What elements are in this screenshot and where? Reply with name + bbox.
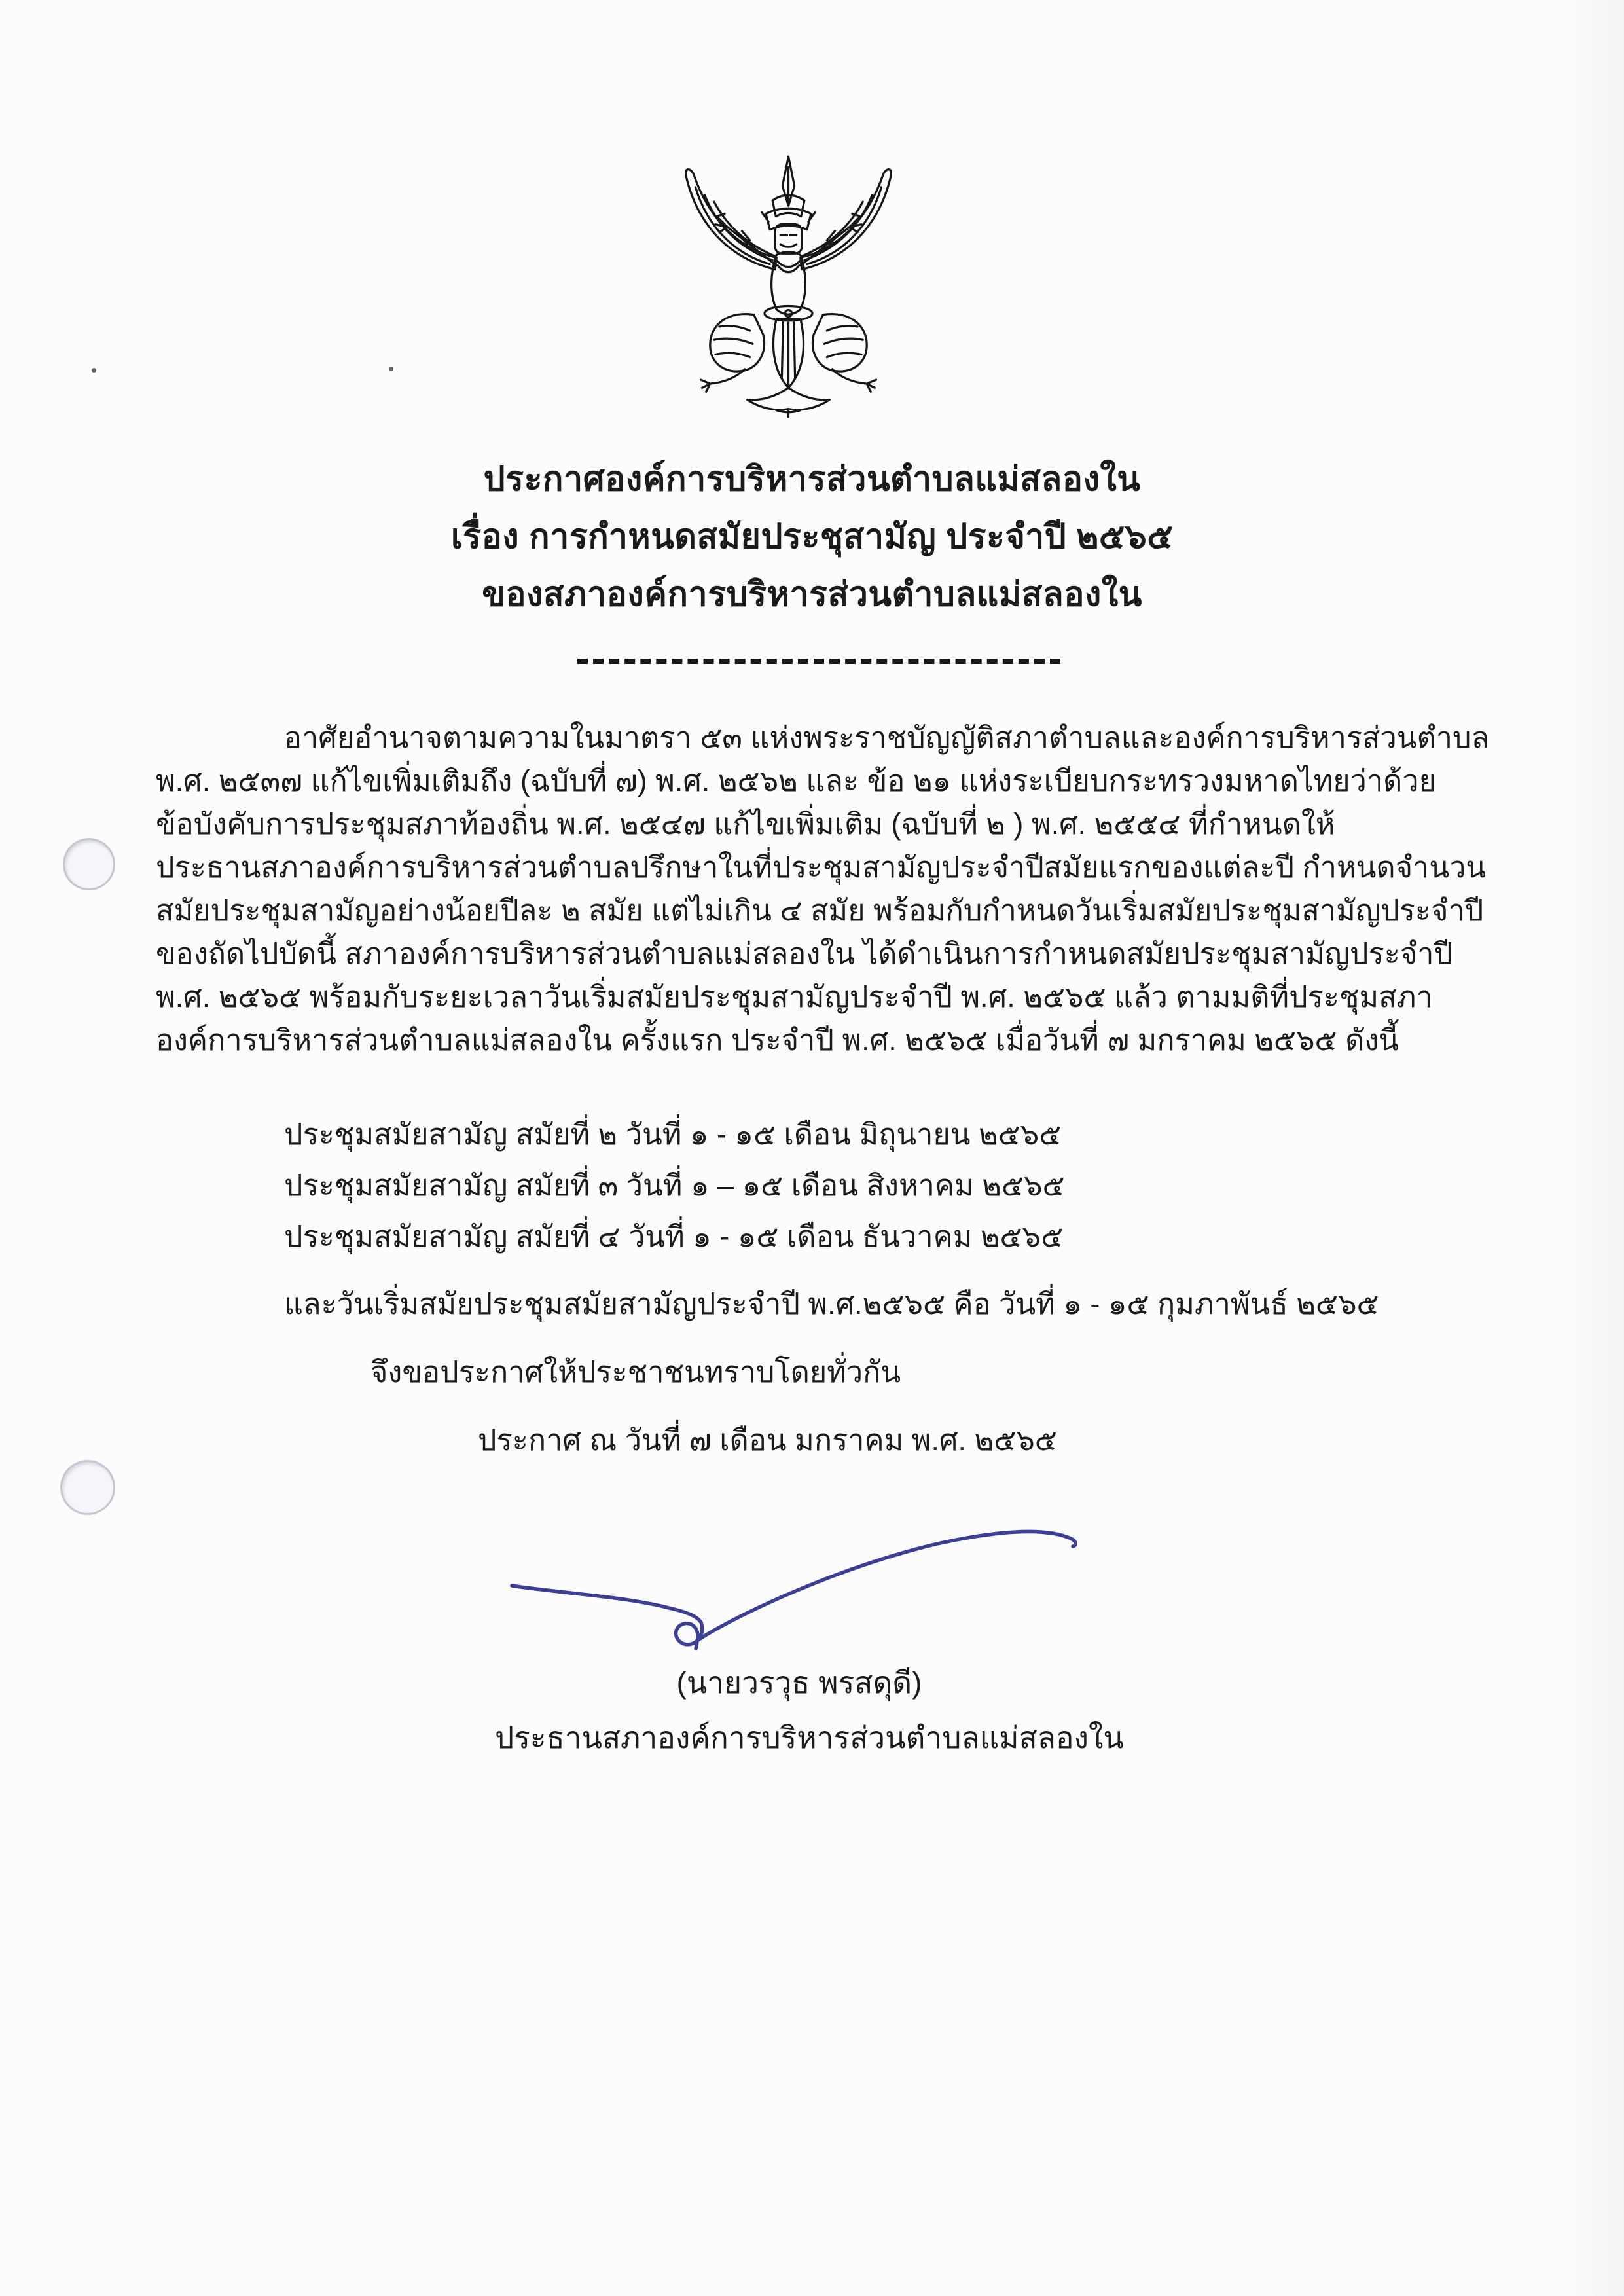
scan-speck (92, 368, 96, 373)
session-item: ประชุมสมัยสามัญ สมัยที่ ๔ วันที่ ๑ - ๑๕ เดือน ธันวาคม ๒๕๖๕ (284, 1220, 1064, 1253)
title-org-line: ประกาศองค์การบริหารส่วนตำบลแม่สลองใน (483, 460, 1141, 498)
body-line: สมัยประชุมสามัญอย่างน้อยปีละ ๒ สมัย แต่ไม่เกิน ๔ สมัย พร้อมกับกำหนดวันเริ่มสมัยประชุมสามัญประจำปี (156, 894, 1484, 927)
session-item: ประชุมสมัยสามัญ สมัยที่ ๒ วันที่ ๑ - ๑๕ เดือน มิถุนายน ๒๕๖๕ (284, 1118, 1062, 1151)
issued-date-line: ประกาศ ณ วันที่ ๗ เดือน มกราคม พ.ศ. ๒๕๖๕ (478, 1423, 1057, 1457)
session-item: ประชุมสมัยสามัญ สมัยที่ ๓ วันที่ ๑ – ๑๕ เดือน สิงหาคม ๒๕๖๕ (284, 1169, 1065, 1202)
body-line: ข้อบังคับการประชุมสภาท้องถิ่น พ.ศ. ๒๕๔๗ แก้ไขเพิ่มเติม (ฉบับที่ ๒ ) พ.ศ. ๒๕๕๔ ที่กำหนดให้ (156, 807, 1335, 841)
hole-punch-mark-bottom (60, 1460, 115, 1515)
body-line: ประธานสภาองค์การบริหารส่วนตำบลปรึกษาในที่ประชุมสามัญประจำปีสมัยแรกของแต่ละปี กำหนดจำนวน (156, 850, 1487, 884)
body-line: องค์การบริหารส่วนตำบลแม่สลองใน ครั้งแรก ประจำปี พ.ศ. ๒๕๖๕ เมื่อวันที่ ๗ มกราคม ๒๕๖๕ ดังนี้ (156, 1023, 1399, 1057)
body-line: อาศัยอำนาจตามความในมาตรา ๕๓ แห่งพระราชบัญญัติสภาตำบลและองค์การบริหารส่วนตำบล (284, 721, 1490, 754)
title-council-line: ของสภาองค์การบริหารส่วนตำบลแม่สลองใน (482, 575, 1142, 613)
scan-speck (389, 367, 393, 371)
session-schedule-list (284, 1109, 1065, 1262)
signature-ink (497, 1512, 1093, 1653)
body-line: พ.ศ. ๒๕๖๕ พร้อมกับระยะเวลาวันเริ่มสมัยประชุมสามัญประจำปี พ.ศ. ๒๕๖๕ แล้ว ตามมติที่ประชุมสภา (156, 980, 1433, 1013)
body-paragraph (156, 716, 1490, 1062)
body-line: ของถัดไปบัดนี้ สภาองค์การบริหารส่วนตำบลแม่สลองใน ได้ดำเนินการกำหนดสมัยประชุมสามัญประจำปี (156, 937, 1453, 970)
garuda-emblem (676, 152, 901, 419)
first-session-line: และวันเริ่มสมัยประชุมสมัยสามัญประจำปี พ.ศ.๒๕๖๕ คือ วันที่ ๑ - ๑๕ กุมภาพันธ์ ๒๕๖๕ (284, 1287, 1379, 1321)
signer-name: (นายวรวุธ พรสดุดี) (676, 1666, 922, 1700)
title-subject-line: เรื่อง การกำหนดสมัยประชุสามัญ ประจำปี ๒๕๖๕ (450, 518, 1174, 556)
hole-punch-mark-top (63, 838, 115, 890)
signer-title: ประธานสภาองค์การบริหารส่วนตำบลแม่สลองใน (495, 1721, 1124, 1755)
dashed-divider-line (577, 659, 1060, 664)
body-line: พ.ศ. ๒๕๓๗ แก้ไขเพิ่มเติมถึง (ฉบับที่ ๗) พ.ศ. ๒๕๖๒ และ ข้อ ๒๑ แห่งระเบียบกระทรวงมหาดไทยว่าด้วย (156, 764, 1437, 797)
closing-line: จึงขอประกาศให้ประชาชนทราบโดยทั่วกัน (370, 1355, 901, 1389)
